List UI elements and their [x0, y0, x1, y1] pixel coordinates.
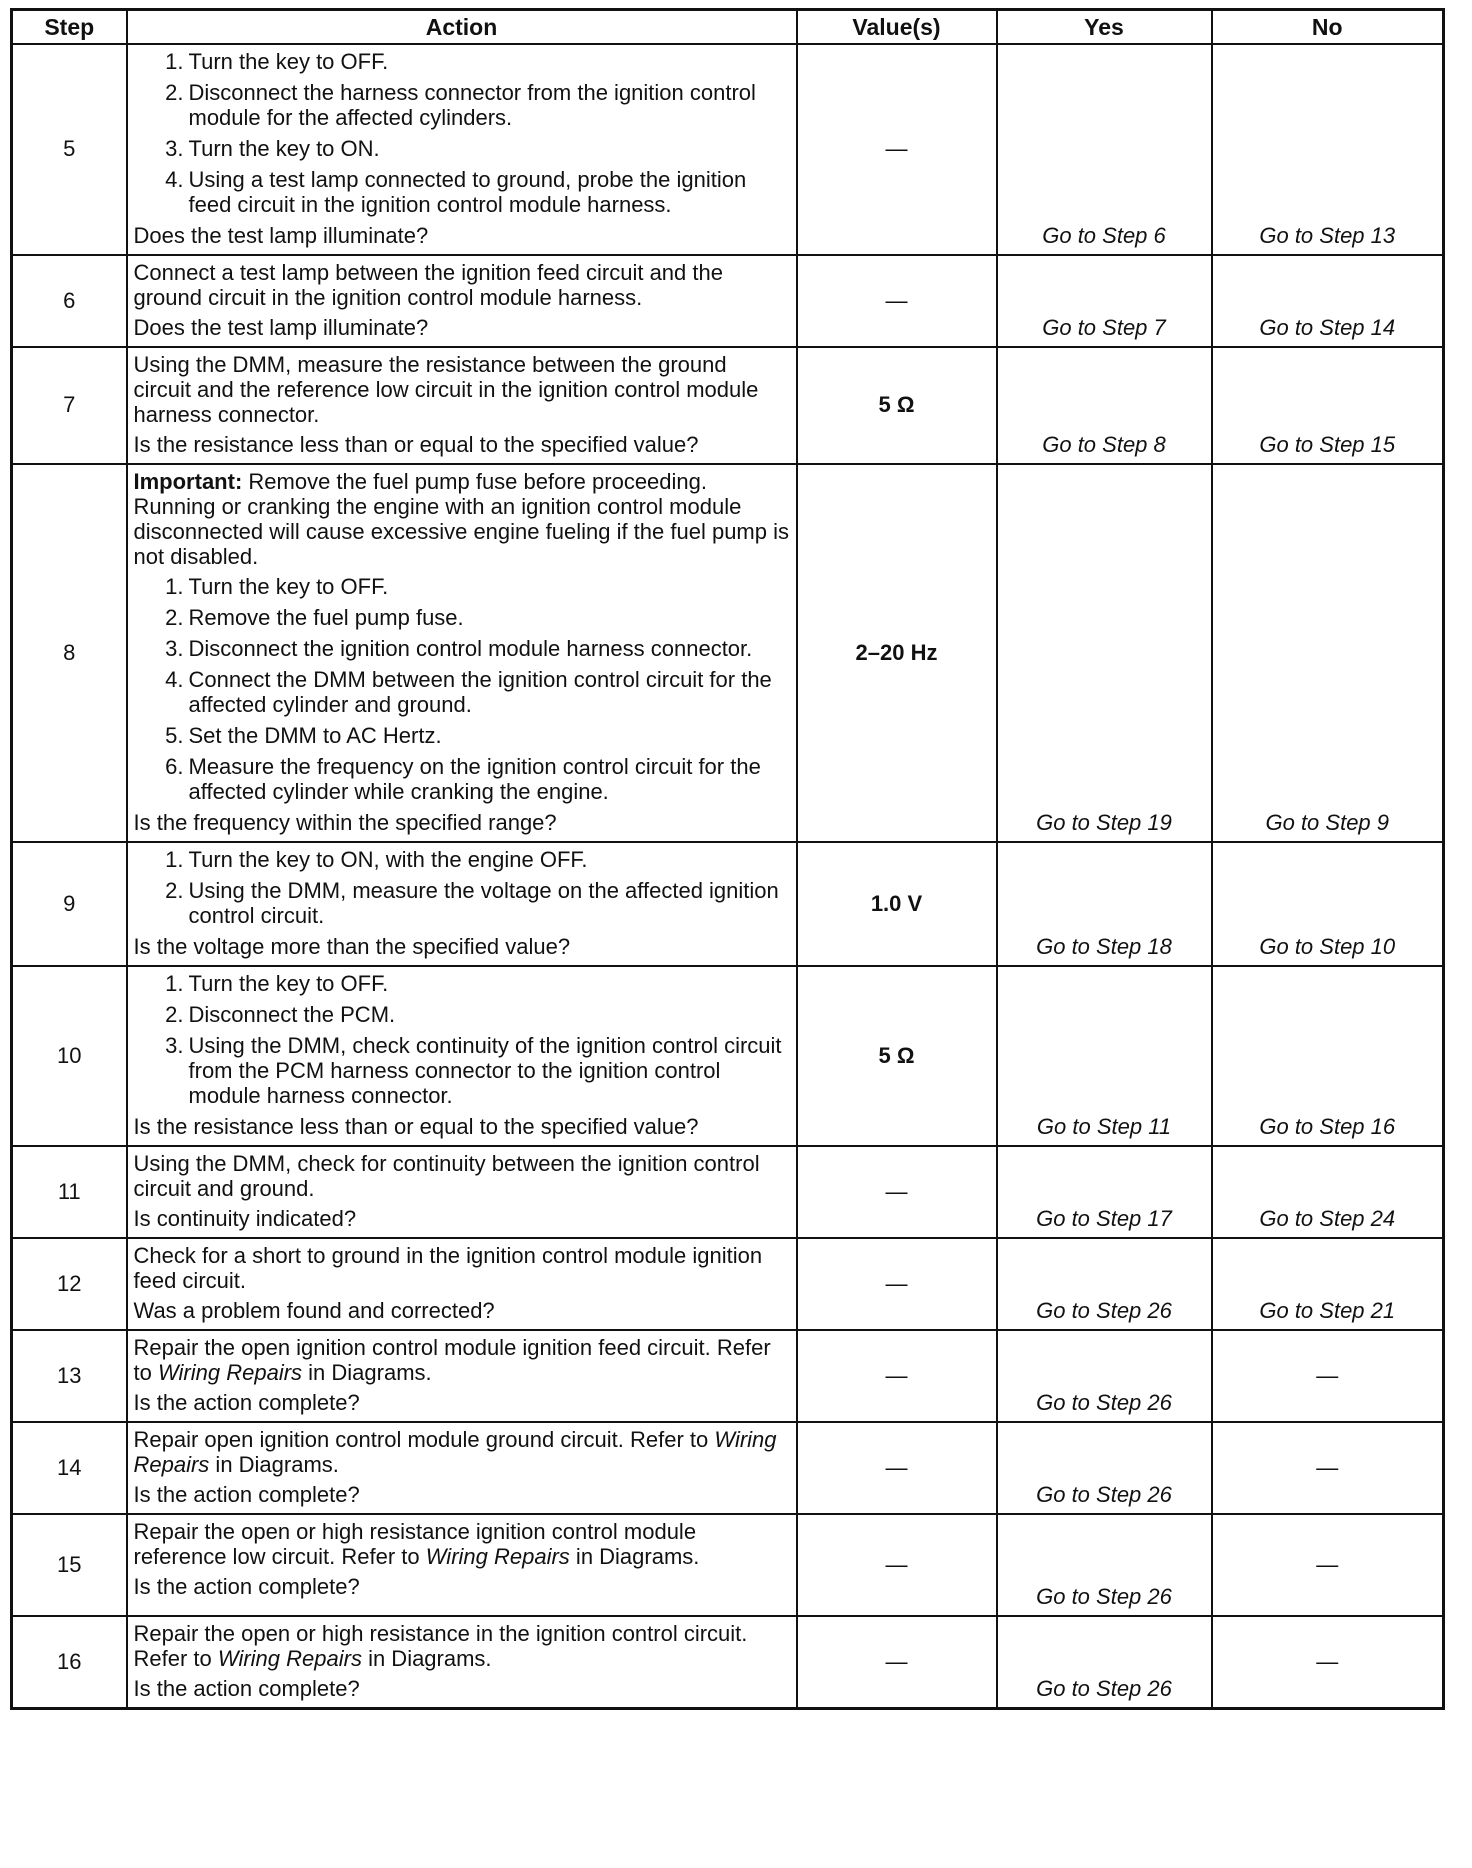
- action-cell: [127, 464, 797, 842]
- table-row-step-6: [12, 255, 1444, 347]
- value-cell: 1.0 V: [797, 842, 997, 966]
- no-cell: Go to Step 21: [1212, 1238, 1444, 1330]
- no-cell: —: [1212, 1330, 1444, 1422]
- action-text: Repair open ignition control module ground circuit. Refer to Wiring Repairs in Diagrams.: [133, 1427, 777, 1477]
- list-item: 6. Measure the frequency on the ignition control circuit for the affected cylinder while cranking the engine.: [165, 754, 761, 804]
- action-question: Is the resistance less than or equal to the specified value?: [133, 1114, 699, 1139]
- table-row-step-5: [12, 44, 1444, 255]
- header-step: Step: [12, 10, 127, 45]
- yes-cell: Go to Step 7: [997, 255, 1212, 347]
- important-note: [134, 469, 790, 569]
- action-cell: [127, 1422, 797, 1514]
- value-cell: —: [797, 1422, 997, 1514]
- list-item: 3. Disconnect the ignition control module harness connector.: [165, 636, 753, 661]
- diagnostic-page: [10, 8, 1442, 1710]
- action-steps: [134, 574, 790, 804]
- step-number: 9: [12, 842, 127, 966]
- value-cell: 2–20 Hz: [797, 464, 997, 842]
- yes-cell: Go to Step 19: [997, 464, 1212, 842]
- action-cell: [127, 255, 797, 347]
- list-item: 2. Remove the fuel pump fuse.: [165, 605, 464, 630]
- wiring-repairs-reference: Wiring Repairs: [425, 1544, 570, 1569]
- table-row-step-15: [12, 1514, 1444, 1616]
- table-row-step-9: [12, 842, 1444, 966]
- action-question: Is the resistance less than or equal to the specified value?: [133, 432, 699, 457]
- action-question: Was a problem found and corrected?: [133, 1298, 495, 1323]
- no-cell: Go to Step 9: [1212, 464, 1444, 842]
- yes-cell: Go to Step 18: [997, 842, 1212, 966]
- no-cell: Go to Step 16: [1212, 966, 1444, 1146]
- action-cell: [127, 1238, 797, 1330]
- action-text: Repair the open ignition control module ignition feed circuit. Refer to Wiring Repairs in Diagrams.: [133, 1335, 771, 1385]
- no-cell: —: [1212, 1422, 1444, 1514]
- action-cell: [127, 1330, 797, 1422]
- no-cell: Go to Step 15: [1212, 347, 1444, 464]
- yes-cell: Go to Step 11: [997, 966, 1212, 1146]
- no-cell: Go to Step 13: [1212, 44, 1444, 255]
- table-row-step-10: [12, 966, 1444, 1146]
- action-question: Does the test lamp illuminate?: [133, 223, 429, 248]
- wiring-repairs-reference: Wiring Repairs: [217, 1646, 362, 1671]
- table-row-step-8: [12, 464, 1444, 842]
- value-cell: —: [797, 1146, 997, 1238]
- important-text: Remove the fuel pump fuse before proceeding. Running or cranking the engine with an ignition control module disconnected will cause excessive engine fueling if the fuel pump is not disabled.: [133, 469, 789, 569]
- action-cell: [127, 1146, 797, 1238]
- action-steps: [134, 971, 790, 1108]
- action-cell: [127, 1616, 797, 1709]
- diagnostic-table: [10, 8, 1445, 1710]
- action-cell: [127, 966, 797, 1146]
- table-row-step-11: [12, 1146, 1444, 1238]
- list-item: 2. Using the DMM, measure the voltage on the affected ignition control circuit.: [165, 878, 779, 928]
- yes-cell: Go to Step 6: [997, 44, 1212, 255]
- step-number: 7: [12, 347, 127, 464]
- yes-cell: Go to Step 8: [997, 347, 1212, 464]
- action-cell: [127, 44, 797, 255]
- action-text: Repair the open or high resistance in the ignition control circuit. Refer to Wiring Repairs in Diagrams.: [133, 1621, 748, 1671]
- yes-cell: Go to Step 17: [997, 1146, 1212, 1238]
- list-item: 5. Set the DMM to AC Hertz.: [165, 723, 442, 748]
- table-row-step-14: [12, 1422, 1444, 1514]
- yes-cell: Go to Step 26: [997, 1422, 1212, 1514]
- table-row-step-12: [12, 1238, 1444, 1330]
- list-item: 1. Turn the key to OFF.: [165, 971, 389, 996]
- no-cell: Go to Step 24: [1212, 1146, 1444, 1238]
- action-text: Using the DMM, measure the resistance between the ground circuit and the reference low circuit in the ignition control module harness connector.: [133, 352, 759, 427]
- step-number: 15: [12, 1514, 127, 1616]
- table-row-step-16: [12, 1616, 1444, 1709]
- step-number: 11: [12, 1146, 127, 1238]
- action-steps: [134, 847, 790, 928]
- list-item: 3. Using the DMM, check continuity of the ignition control circuit from the PCM harness connector to the ignition control module harness connector.: [165, 1033, 782, 1108]
- action-text: Check for a short to ground in the ignition control module ignition feed circuit.: [133, 1243, 763, 1293]
- step-number: 6: [12, 255, 127, 347]
- action-text: Repair the open or high resistance ignition control module reference low circuit. Refer to Wiring Repairs in Diagrams.: [133, 1519, 700, 1569]
- step-number: 12: [12, 1238, 127, 1330]
- value-cell: —: [797, 1616, 997, 1709]
- action-cell: [127, 347, 797, 464]
- list-item: 4. Using a test lamp connected to ground, probe the ignition feed circuit in the ignition control module harness.: [165, 167, 747, 217]
- action-question: Is continuity indicated?: [133, 1206, 357, 1231]
- action-question: Is the action complete?: [133, 1482, 360, 1507]
- list-item: 2. Disconnect the PCM.: [165, 1002, 396, 1027]
- list-item: 1. Turn the key to OFF.: [165, 49, 389, 74]
- yes-cell: Go to Step 26: [997, 1330, 1212, 1422]
- list-item: 1. Turn the key to ON, with the engine OFF.: [165, 847, 588, 872]
- header-action: Action: [127, 10, 797, 45]
- step-number: 13: [12, 1330, 127, 1422]
- no-cell: Go to Step 10: [1212, 842, 1444, 966]
- wiring-repairs-reference: Wiring Repairs: [133, 1427, 777, 1477]
- value-cell: —: [797, 44, 997, 255]
- action-question: Is the action complete?: [133, 1676, 360, 1701]
- table-row-step-7: [12, 347, 1444, 464]
- value-cell: 5 Ω: [797, 347, 997, 464]
- yes-cell: Go to Step 26: [997, 1616, 1212, 1709]
- no-cell: —: [1212, 1514, 1444, 1616]
- action-question: Is the frequency within the specified range?: [133, 810, 557, 835]
- action-question: Is the voltage more than the specified value?: [133, 934, 571, 959]
- step-number: 10: [12, 966, 127, 1146]
- table-row-step-13: [12, 1330, 1444, 1422]
- header-values: Value(s): [797, 10, 997, 45]
- list-item: 2. Disconnect the harness connector from the ignition control module for the affected cylinders.: [165, 80, 756, 130]
- wiring-repairs-reference: Wiring Repairs: [157, 1360, 303, 1385]
- no-cell: —: [1212, 1616, 1444, 1709]
- step-number: 8: [12, 464, 127, 842]
- value-cell: —: [797, 1238, 997, 1330]
- header-no: No: [1212, 10, 1444, 45]
- list-item: 4. Connect the DMM between the ignition control circuit for the affected cylinder and ground.: [165, 667, 772, 717]
- action-cell: [127, 1514, 797, 1616]
- action-question: Is the action complete?: [133, 1574, 360, 1599]
- no-cell: Go to Step 14: [1212, 255, 1444, 347]
- action-steps: [134, 49, 790, 217]
- action-question: Is the action complete?: [133, 1390, 360, 1415]
- header-yes: Yes: [997, 10, 1212, 45]
- value-cell: —: [797, 1514, 997, 1616]
- list-item: 3. Turn the key to ON.: [165, 136, 380, 161]
- value-cell: 5 Ω: [797, 966, 997, 1146]
- yes-cell: Go to Step 26: [997, 1238, 1212, 1330]
- yes-cell: Go to Step 26: [997, 1514, 1212, 1616]
- step-number: 5: [12, 44, 127, 255]
- action-text: Using the DMM, check for continuity between the ignition control circuit and ground.: [133, 1151, 760, 1201]
- value-cell: —: [797, 1330, 997, 1422]
- step-number: 16: [12, 1616, 127, 1709]
- action-cell: [127, 842, 797, 966]
- action-text: Connect a test lamp between the ignition feed circuit and the ground circuit in the ignition control module harness.: [133, 260, 723, 310]
- header-row: [12, 10, 1444, 45]
- action-question: Does the test lamp illuminate?: [133, 315, 429, 340]
- value-cell: —: [797, 255, 997, 347]
- list-item: 1. Turn the key to OFF.: [165, 574, 389, 599]
- step-number: 14: [12, 1422, 127, 1514]
- important-label: Important:: [133, 469, 243, 494]
